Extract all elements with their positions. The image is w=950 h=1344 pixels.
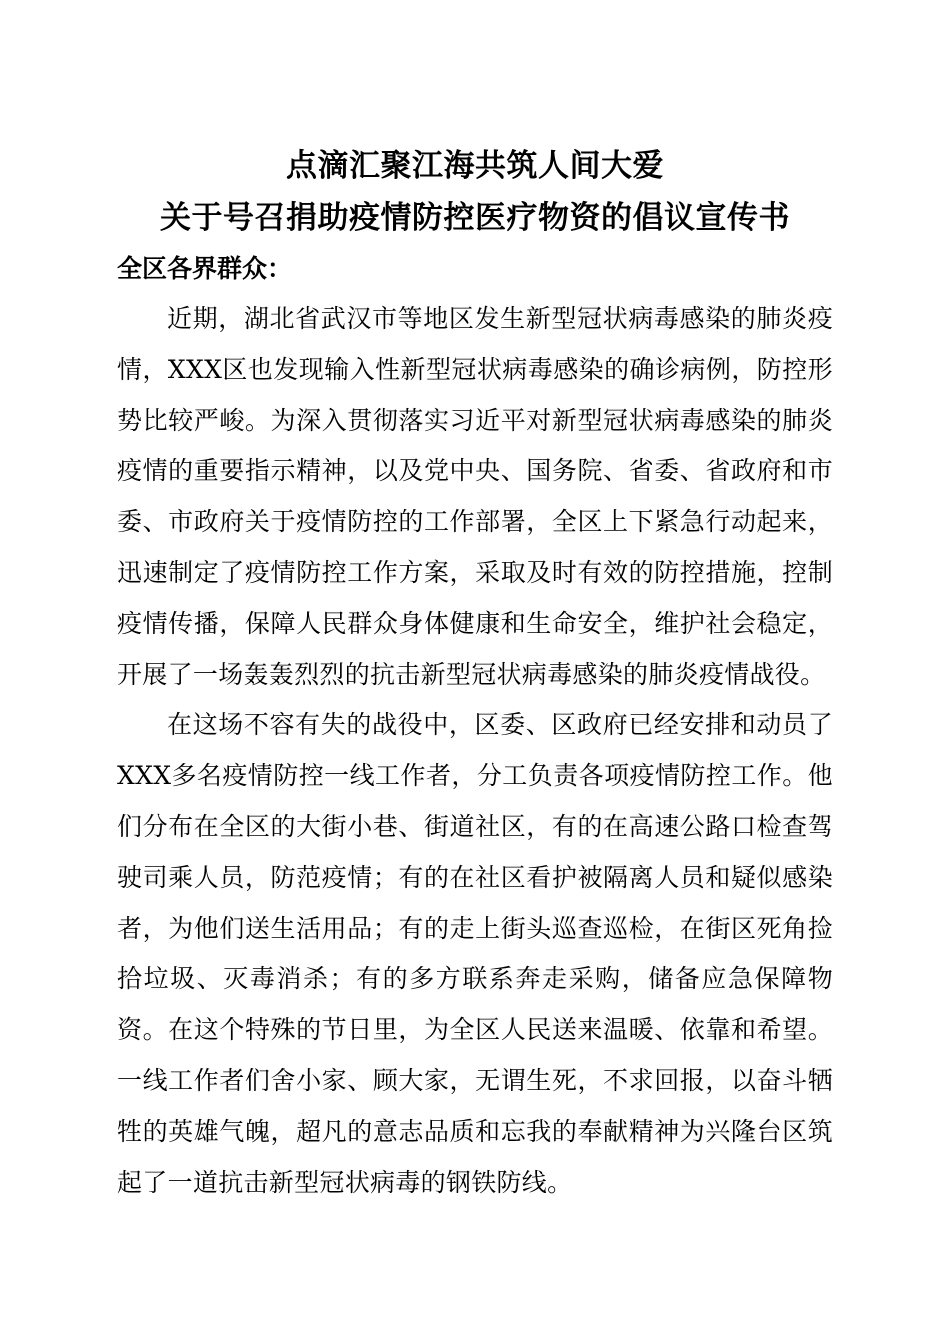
salutation: 全区各界群众： bbox=[117, 254, 293, 283]
paragraph-1: 近期，湖北省武汉市等地区发生新型冠状病毒感染的肺炎疫情，XXX区也发现输入性新型冠状病毒感染的确诊病例，防控形势比较严峻。为深入贯彻落实习近平对新型冠状病毒感染的肺炎疫情的重要指示精神，以及党中央、国务院、省委、省政府和市委、市政府关于疫情防控的工作部署，全区上下紧急行动起来，迅速制定了疫情防控工作方案，采取及时有效的防控措施，控制疫情传播，保障人民群众身体健康和生命安全，维护社会稳定，开展了一场轰轰烈烈的抗击新型冠状病毒感染的肺炎疫情战役。 bbox=[117, 304, 833, 689]
document-subtitle: 关于号召捐助疫情防控医疗物资的倡议宣传书 bbox=[160, 200, 790, 236]
document-page bbox=[117, 140, 833, 1208]
document-title: 点滴汇聚江海共筑人间大爱 bbox=[286, 148, 664, 184]
paragraph-2: 在这场不容有失的战役中，区委、区政府已经安排和动员了XXX多名疫情防控一线工作者，分工负责各项疫情防控工作。他们分布在全区的大街小巷、街道社区，有的在高速公路口检查驾驶司乘人员，防范疫情；有的在社区看护被隔离人员和疑似感染者，为他们送生活用品；有的走上街头巡查巡检，在街区死角捡拾垃圾、灭毒消杀；有的多方联系奔走采购，储备应急保障物资。在这个特殊的节日里，为全区人民送来温暖、依靠和希望。一线工作者们舍小家、顾大家，无谓生死，不求回报，以奋斗牺牲的英雄气魄，超凡的意志品质和忘我的奉献精神为兴隆台区筑起了一道抗击新型冠状病毒的钢铁防线。 bbox=[117, 710, 833, 1197]
